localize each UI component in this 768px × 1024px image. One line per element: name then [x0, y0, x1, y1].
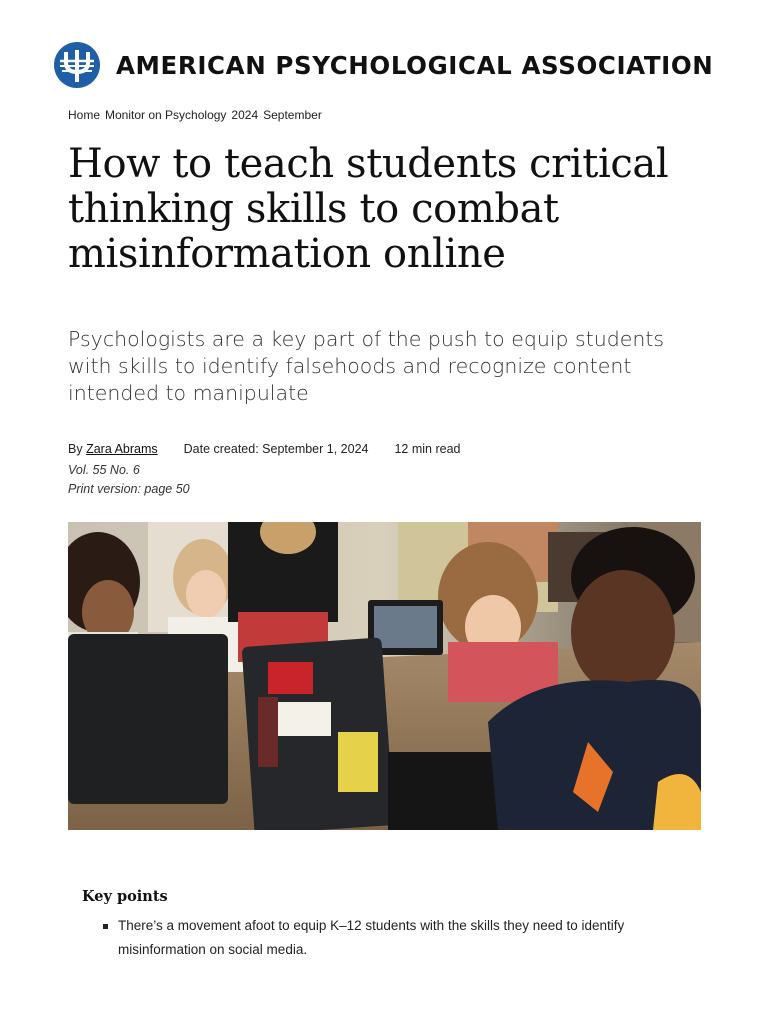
site-header	[54, 42, 713, 88]
classroom-photo	[68, 522, 701, 830]
key-points-list	[100, 914, 698, 962]
breadcrumb-monitor-on-psychology[interactable]: Monitor on Psychology	[105, 108, 227, 122]
article-subtitle: Psychologists are a key part of the push to equip students with skills to identify falsehoods and recognize content intended to manipulate	[68, 327, 665, 405]
key-point-item: There’s a movement afoot to equip K–12 students with the skills they need to identify misinformation on social media.	[118, 914, 698, 962]
volume-number: Vol. 55 No. 6	[68, 463, 140, 477]
byline-prefix: By	[68, 442, 83, 456]
read-time: 12 min read	[394, 442, 461, 456]
date-created: Date created: September 1, 2024	[183, 442, 369, 456]
organization-name[interactable]: AMERICAN PSYCHOLOGICAL ASSOCIATION	[116, 50, 714, 80]
breadcrumb-september[interactable]: September	[263, 108, 322, 122]
issue-info	[68, 461, 190, 499]
article-meta	[68, 442, 461, 456]
breadcrumb-2024[interactable]: 2024	[231, 108, 259, 122]
key-points-title: Key points	[82, 888, 168, 905]
byline	[68, 442, 158, 456]
article-title: How to teach students critical thinking skills to combat misinformation online	[68, 141, 669, 277]
hero-image	[68, 522, 701, 830]
apa-psi-logo-icon[interactable]	[54, 42, 100, 88]
author-link[interactable]: Zara Abrams	[86, 442, 158, 456]
print-version: Print version: page 50	[68, 482, 190, 496]
breadcrumb-home[interactable]: Home	[68, 108, 101, 122]
breadcrumb	[68, 108, 322, 122]
